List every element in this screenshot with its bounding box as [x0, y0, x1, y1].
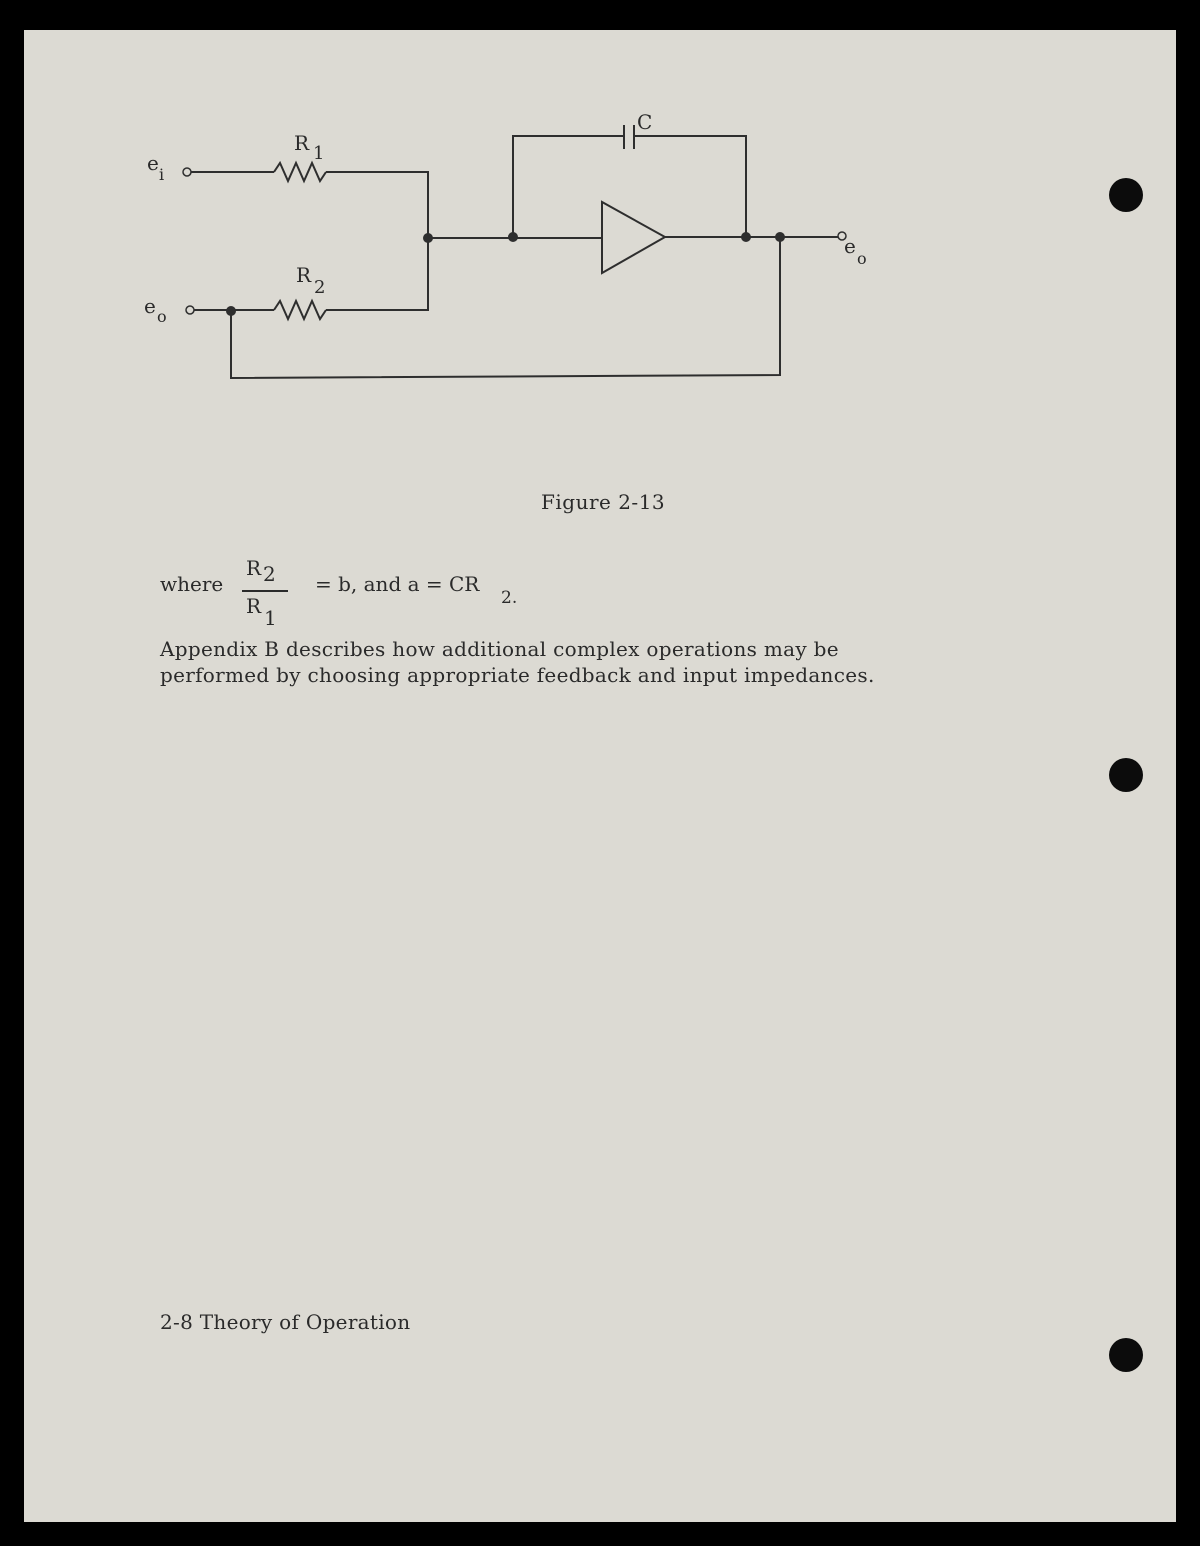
label-r2: R — [296, 263, 312, 287]
r2-to-junction-wire — [326, 238, 428, 310]
formula-suffix-sub: 2. — [501, 588, 518, 608]
binder-hole-top — [1109, 178, 1143, 212]
paragraph-line-2: performed by choosing appropriate feedback and input impedances. — [160, 663, 875, 687]
label-output-e: e — [844, 234, 856, 258]
label-capacitor: C — [637, 110, 653, 134]
amp-output-node — [741, 232, 751, 242]
formula-numerator-sub: 2 — [263, 562, 276, 586]
label-feedback-e: e — [144, 294, 156, 318]
binder-hole-middle — [1109, 758, 1143, 792]
label-input-e: e — [147, 151, 159, 175]
label-input-sub: i — [159, 165, 165, 184]
formula-numerator: R — [246, 556, 262, 580]
cap-loop-right — [634, 136, 746, 236]
label-r2-sub: 2 — [314, 277, 326, 298]
formula-prefix: where — [160, 572, 224, 596]
label-r1-sub: 1 — [313, 143, 325, 164]
fraction-bar — [242, 590, 288, 592]
summing-node — [423, 233, 433, 243]
outer-feedback-wire — [231, 237, 780, 378]
cap-loop-left — [513, 136, 624, 237]
document-page — [24, 30, 1176, 1522]
feedback-node — [226, 306, 236, 316]
amplifier-symbol — [602, 202, 665, 273]
resistor-r1 — [274, 163, 326, 181]
feedback-terminal — [186, 306, 194, 314]
body-paragraph — [160, 636, 1060, 688]
formula-denominator: R — [246, 594, 262, 618]
binder-hole-bottom — [1109, 1338, 1143, 1372]
resistor-r2 — [274, 301, 326, 319]
circuit-diagram — [24, 30, 1176, 450]
formula-body: = b, and a = CR — [315, 572, 480, 596]
page-footer: 2-8 Theory of Operation — [160, 1310, 411, 1334]
label-feedback-sub: o — [157, 307, 167, 326]
label-r1: R — [294, 131, 310, 155]
figure-caption: Figure 2-13 — [541, 490, 666, 514]
label-output-sub: o — [857, 249, 867, 268]
paragraph-line-1: Appendix B describes how additional complex operations may be — [160, 637, 839, 661]
input-terminal — [183, 168, 191, 176]
r1-to-junction-wire — [326, 172, 428, 238]
formula-denominator-sub: 1 — [264, 606, 277, 630]
